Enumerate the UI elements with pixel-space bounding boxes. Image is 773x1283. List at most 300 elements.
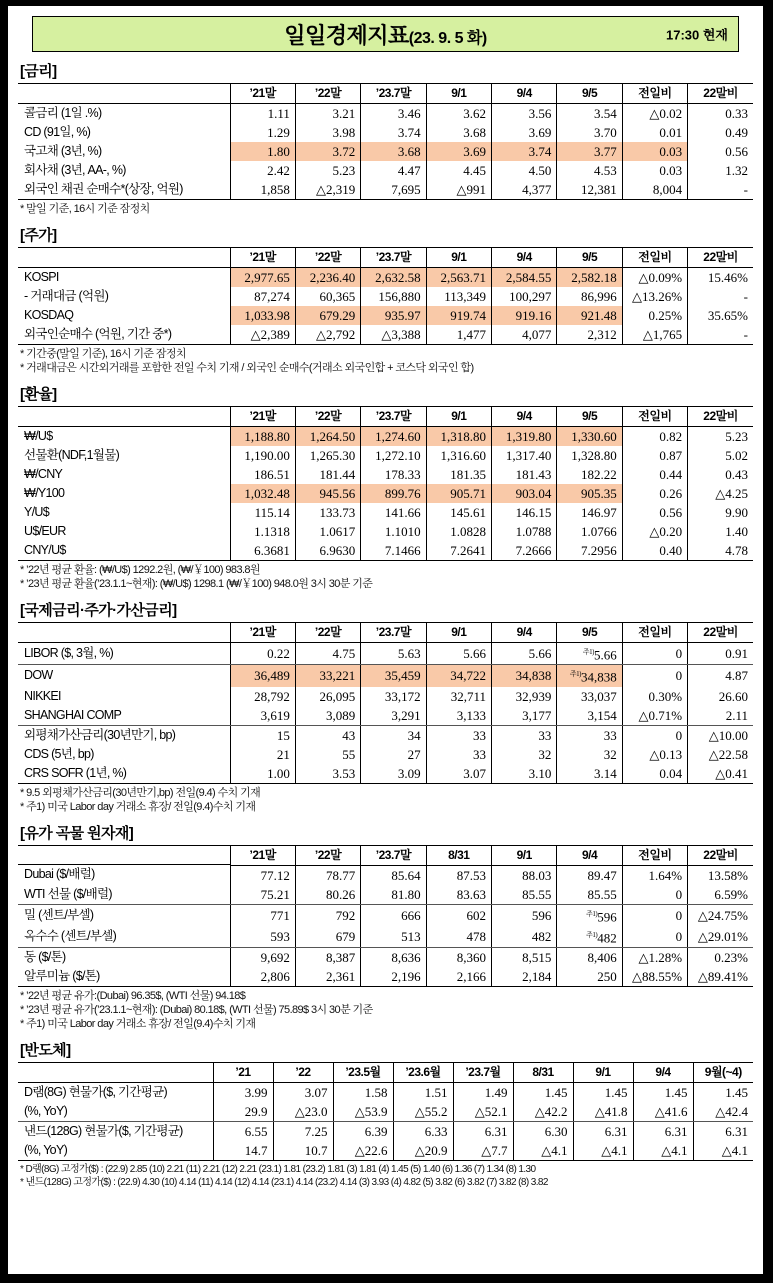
table-cell: 3.21: [295, 104, 360, 124]
table-cell: [557, 665, 622, 687]
column-header: 전일비: [622, 407, 687, 427]
table-row: [18, 643, 753, 665]
row-label: 알루미늄 ($/톤): [18, 967, 230, 987]
table-cell: 666: [361, 904, 426, 926]
table-row: [18, 926, 753, 948]
table-cell: △0.20: [622, 522, 687, 541]
table-cell: △2,319: [295, 180, 360, 200]
row-label: 낸드(128G) 현물가($, 기간평균): [24, 1124, 183, 1139]
table-cell: 7.2666: [492, 541, 557, 561]
column-header: ’21말: [230, 248, 295, 268]
table-row: [18, 287, 753, 306]
column-header-label: [18, 407, 230, 427]
table-cell: 3.68: [361, 142, 426, 161]
table-cell: 4.53: [557, 161, 622, 180]
table-row: [18, 725, 753, 745]
column-header-label: [18, 1063, 213, 1083]
table-cell: 26.60: [688, 687, 753, 706]
table-cell: 80.26: [295, 885, 360, 905]
table-cell: 3,291: [361, 706, 426, 726]
column-header: ’22말: [295, 407, 360, 427]
table-cell: 2,632.58: [361, 268, 426, 288]
table-cell: 8,387: [295, 948, 360, 968]
column-header: ’23.7말: [361, 248, 426, 268]
data-table: [18, 406, 753, 561]
table-cell: 0.87: [622, 446, 687, 465]
table-cell: 3,089: [295, 706, 360, 726]
section: [18, 599, 753, 814]
table-cell: 2,196: [361, 967, 426, 987]
table-cell: 3,154: [557, 706, 622, 726]
table-cell: 181.43: [492, 465, 557, 484]
table-cell: 1,858: [230, 180, 295, 200]
row-label: D램(8G) 현물가($, 기간평균): [24, 1085, 168, 1100]
column-header: 전일비: [622, 845, 687, 865]
table-cell: 679: [295, 926, 360, 948]
section: [18, 822, 753, 1032]
table-cell: △0.41: [688, 764, 753, 784]
table-cell: 34: [361, 725, 426, 745]
table-cell: 5.23: [688, 427, 753, 447]
table-cell: 9.90: [688, 503, 753, 522]
table-header-row: [18, 1063, 753, 1083]
column-header: 8/31: [513, 1063, 573, 1083]
table-cell: △0.71%: [622, 706, 687, 726]
row-label: NIKKEI: [24, 688, 61, 703]
table-cell: △0.02: [622, 104, 687, 124]
column-header: ’21말: [230, 845, 295, 865]
table-cell: 29.9: [213, 1102, 273, 1122]
column-header: 9/1: [426, 623, 491, 643]
row-label: 회사채 (3년, AA-, %): [24, 163, 126, 177]
row-label: Dubai ($/배럴): [24, 867, 95, 882]
column-header: ’23.7말: [361, 623, 426, 643]
table-cell: 0.30%: [622, 687, 687, 706]
table-cell: 3.46: [361, 104, 426, 124]
table-cell: 1,328.80: [557, 446, 622, 465]
section: [18, 60, 753, 216]
table-cell: 935.97: [361, 306, 426, 325]
table-cell: 596: [492, 904, 557, 926]
column-header: 9/1: [573, 1063, 633, 1083]
table-cell: 2,184: [492, 967, 557, 987]
table-cell: 55: [295, 745, 360, 764]
footnote-line: * 낸드(128G) 고정가($) : (22.9) 4.30 (10) 4.14 (11) 4.14 (12) 4.14 (23.1) 4.14 (23.2) 4.14 (3) 3.93 (4) 4.82 (5) 3.82 (6) 3.82 (7) 3.82 (8) 3.82: [20, 1177, 548, 1189]
row-label: ₩/Y100: [24, 486, 65, 500]
table-cell: 0.40: [622, 541, 687, 561]
table-header-row: [18, 248, 753, 268]
table-row: [18, 104, 753, 124]
table-row: [18, 142, 753, 161]
row-label: LIBOR ($, 3월, %): [18, 643, 230, 665]
table-cell: 945.56: [295, 484, 360, 503]
table-cell: 1,265.30: [295, 446, 360, 465]
table-cell: 1,330.60: [557, 427, 622, 447]
row-label: 선물환(NDF,1월물): [24, 448, 120, 462]
table-cell: 0.01: [622, 123, 687, 142]
table-cell: 33: [426, 745, 491, 764]
table-cell: 0.56: [622, 503, 687, 522]
table-cell: 3.56: [492, 104, 557, 124]
title-banner: [32, 16, 739, 52]
table-cell: 1.45: [693, 1083, 753, 1103]
row-label: (%, YoY): [18, 1102, 213, 1122]
row-label: 콜금리 (1일 .%): [24, 105, 102, 120]
table-cell: △4.25: [688, 484, 753, 503]
cell-value: 34,838: [581, 669, 617, 685]
table-cell: 6.33: [393, 1122, 453, 1142]
timestamp-label: 17:30 현재: [666, 27, 728, 43]
data-table: [18, 83, 753, 200]
row-label: CNY/U$: [18, 541, 230, 561]
table-cell: 0.43: [688, 465, 753, 484]
table-row: [18, 687, 753, 706]
table-cell: 0.33: [688, 104, 753, 124]
table-cell: 1.0766: [557, 522, 622, 541]
table-cell: 679.29: [295, 306, 360, 325]
table-cell: 3.07: [426, 764, 491, 784]
table-cell: 3,619: [230, 706, 295, 726]
column-header: ’22말: [295, 84, 360, 104]
table-cell: 4.47: [361, 161, 426, 180]
row-label: ₩/CNY: [24, 467, 63, 481]
page-title-main: 일일경제지표: [284, 22, 409, 48]
table-cell: 0.25%: [622, 306, 687, 325]
table-row: [18, 706, 753, 726]
section-heading: [금리]: [20, 63, 57, 80]
table-cell: [557, 904, 622, 926]
table-cell: 0: [622, 904, 687, 926]
table-cell: 133.73: [295, 503, 360, 522]
table-cell: 33,221: [295, 665, 360, 687]
row-label: - 거래대금 (억원): [24, 289, 109, 303]
table-cell: △4.1: [573, 1141, 633, 1161]
table-cell: 3.62: [426, 104, 491, 124]
table-cell: △991: [426, 180, 491, 200]
table-cell: 4.87: [688, 665, 753, 687]
table-cell: 1.40: [688, 522, 753, 541]
column-header: 9/5: [557, 84, 622, 104]
table-cell: △2,792: [295, 325, 360, 345]
table-cell: 4.75: [295, 643, 360, 665]
footnotes: [20, 989, 753, 1031]
table-row: [18, 446, 753, 465]
column-header: ’23.7말: [361, 845, 426, 865]
footnote-line: * ’23년 평균 환율(’23.1.1~현재): (₩/U$) 1298.1 (₩/￥100) 948.0원 3시 30분 기준: [20, 578, 373, 590]
table-row: [18, 764, 753, 784]
table-cell: 513: [361, 926, 426, 948]
table-cell: 146.97: [557, 503, 622, 522]
table-cell: 86,996: [557, 287, 622, 306]
table-cell: 5.66: [492, 643, 557, 665]
table-cell: 33,172: [361, 687, 426, 706]
table-cell: 0.44: [622, 465, 687, 484]
column-header: 22말비: [688, 84, 753, 104]
table-cell: 1,033.98: [230, 306, 295, 325]
table-cell: 6.59%: [688, 885, 753, 905]
column-header: ’21말: [230, 84, 295, 104]
table-cell: 12,381: [557, 180, 622, 200]
table-cell: 13.58%: [688, 865, 753, 885]
table-cell: 83.63: [426, 885, 491, 905]
table-cell: 182.22: [557, 465, 622, 484]
table-cell: △4.1: [633, 1141, 693, 1161]
column-header: 전일비: [622, 623, 687, 643]
table-cell: 1.80: [230, 142, 295, 161]
table-cell: △23.0: [273, 1102, 333, 1122]
table-cell: 35.65%: [688, 306, 753, 325]
table-cell: 77.12: [230, 865, 295, 885]
table-cell: △4.1: [693, 1141, 753, 1161]
table-cell: 0.49: [688, 123, 753, 142]
table-cell: △24.75%: [688, 904, 753, 926]
table-row: [18, 465, 753, 484]
table-cell: 181.35: [426, 465, 491, 484]
table-cell: 0: [622, 665, 687, 687]
table-cell: 899.76: [361, 484, 426, 503]
table-cell: △20.9: [393, 1141, 453, 1161]
table-cell: 1.0617: [295, 522, 360, 541]
column-header: ’23.6월: [393, 1063, 453, 1083]
table-cell: 1.45: [633, 1083, 693, 1103]
row-label: 밀 (센트/부셀): [24, 907, 94, 922]
table-cell: △2,389: [230, 325, 295, 345]
column-header: ’21: [213, 1063, 273, 1083]
sections-container: [18, 60, 753, 1189]
table-cell: 8,406: [557, 948, 622, 968]
table-cell: 5.66: [426, 643, 491, 665]
table-cell: 8,360: [426, 948, 491, 968]
table-cell: 26,095: [295, 687, 360, 706]
table-cell: 919.16: [492, 306, 557, 325]
table-cell: △55.2: [393, 1102, 453, 1122]
footnote-marker: 주1): [582, 648, 594, 656]
footnote-line: * 말일 기준, 16시 기준 잠정치: [20, 203, 150, 215]
table-cell: 1.32: [688, 161, 753, 180]
column-header: 9/1: [426, 248, 491, 268]
table-row: [18, 541, 753, 561]
row-label: SHANGHAI COMP: [18, 706, 230, 726]
table-cell: 85.64: [361, 865, 426, 885]
table-row: [18, 1141, 753, 1161]
page-title-date: (23. 9. 5 화): [408, 29, 487, 47]
section-heading: [환율]: [20, 386, 57, 403]
column-header: 9/5: [557, 407, 622, 427]
table-cell: 4.45: [426, 161, 491, 180]
footnotes: [20, 202, 753, 216]
column-header-label: [18, 248, 230, 268]
column-header: 9/1: [492, 845, 557, 865]
table-cell: 36,489: [230, 665, 295, 687]
table-cell: 792: [295, 904, 360, 926]
table-cell: 33: [557, 725, 622, 745]
row-label: 외국인 채권 순매수*(상장, 억원): [18, 180, 230, 200]
table-cell: 7.1466: [361, 541, 426, 561]
table-cell: △52.1: [453, 1102, 513, 1122]
table-cell: 3.69: [426, 142, 491, 161]
table-cell: 6.39: [333, 1122, 393, 1142]
table-cell: 78.77: [295, 865, 360, 885]
table-cell: △1.28%: [622, 948, 687, 968]
footnote-marker: 주1): [586, 909, 598, 918]
table-cell: 6.31: [633, 1122, 693, 1142]
column-header: 전일비: [622, 84, 687, 104]
table-cell: 34,838: [492, 665, 557, 687]
table-cell: 8,004: [622, 180, 687, 200]
footnote-line: * 9.5 외평채가산금리(30년만기,bp) 전일(9.4) 수치 기재: [20, 786, 261, 799]
table-cell: 88.03: [492, 865, 557, 885]
table-cell: [557, 926, 622, 948]
column-header: 22말비: [688, 248, 753, 268]
table-cell: 602: [426, 904, 491, 926]
table-cell: 14.7: [213, 1141, 273, 1161]
table-cell: △53.9: [333, 1102, 393, 1122]
table-header-row: [18, 623, 753, 643]
table-cell: 771: [230, 904, 295, 926]
table-cell: 1.11: [230, 104, 295, 124]
column-header: 22말비: [688, 845, 753, 865]
cell-value: 5.66: [594, 647, 617, 663]
table-cell: 0.22: [230, 643, 295, 665]
table-cell: 1.49: [453, 1083, 513, 1103]
table-cell: 9,692: [230, 948, 295, 968]
table-cell: 113,349: [426, 287, 491, 306]
table-cell: 3.54: [557, 104, 622, 124]
table-cell: 0: [622, 885, 687, 905]
column-header: 9/1: [426, 407, 491, 427]
table-row: [18, 306, 753, 325]
table-cell: △41.6: [633, 1102, 693, 1122]
table-cell: 35,459: [361, 665, 426, 687]
table-cell: 1,316.60: [426, 446, 491, 465]
table-cell: 482: [492, 926, 557, 948]
table-cell: △89.41%: [688, 967, 753, 987]
table-cell: 3.77: [557, 142, 622, 161]
table-row: [18, 865, 753, 885]
table-cell: 1,319.80: [492, 427, 557, 447]
table-row: [18, 161, 753, 180]
table-cell: △3,388: [361, 325, 426, 345]
table-cell: 3,133: [426, 706, 491, 726]
column-header-label: [18, 845, 230, 865]
table-cell: 905.71: [426, 484, 491, 503]
table-cell: 1,318.80: [426, 427, 491, 447]
table-cell: △10.00: [688, 725, 753, 745]
table-cell: 186.51: [230, 465, 295, 484]
table-cell: △4.1: [513, 1141, 573, 1161]
table-cell: 33: [492, 725, 557, 745]
column-header: ’21말: [230, 623, 295, 643]
footnotes: [20, 786, 753, 814]
column-header-label: [18, 84, 230, 104]
table-cell: 1.29: [230, 123, 295, 142]
table-row: [18, 268, 753, 288]
row-label: Y/U$: [24, 505, 49, 519]
column-header: 22말비: [688, 407, 753, 427]
table-cell: 75.21: [230, 885, 295, 905]
table-cell: 478: [426, 926, 491, 948]
section: [18, 224, 753, 375]
data-table: [18, 622, 753, 784]
data-table: [18, 1062, 753, 1161]
table-cell: 2,582.18: [557, 268, 622, 288]
table-row: [18, 484, 753, 503]
column-header: 9/4: [633, 1063, 693, 1083]
footnote-line: * 주1) 미국 Labor day 거래소 휴장/ 전일(9.4)수치 기재: [20, 800, 256, 813]
table-cell: 2,584.55: [492, 268, 557, 288]
table-cell: 7.2641: [426, 541, 491, 561]
table-cell: 5.23: [295, 161, 360, 180]
row-label: CRS SOFR (1년, %): [18, 764, 230, 784]
row-label: 옥수수 (센트/부셀): [18, 926, 230, 948]
table-cell: 1.0828: [426, 522, 491, 541]
column-header: 9/5: [557, 248, 622, 268]
footnote-line: * 거래대금은 시간외거래를 포함한 전일 수치 기재 / 외국인 순매수(거래소 외국인합 + 코스닥 외국인 합): [20, 362, 474, 374]
table-cell: 1.45: [573, 1083, 633, 1103]
row-label: 동 ($/톤): [24, 950, 66, 965]
table-cell: 1,032.48: [230, 484, 295, 503]
table-cell: 100,297: [492, 287, 557, 306]
row-label: CDS (5년, bp): [24, 746, 94, 761]
table-cell: 3.99: [213, 1083, 273, 1103]
table-cell: △41.8: [573, 1102, 633, 1122]
table-row: [18, 180, 753, 200]
table-row: [18, 885, 753, 905]
row-label: KOSPI: [24, 269, 59, 284]
table-cell: 0.03: [622, 142, 687, 161]
footnote-line: * 주1) 미국 Labor day 거래소 휴장/ 전일(9.4)수치 기재: [20, 1018, 256, 1031]
table-cell: 921.48: [557, 306, 622, 325]
table-cell: 7.25: [273, 1122, 333, 1142]
section: [18, 383, 753, 591]
table-cell: 1,188.80: [230, 427, 295, 447]
table-cell: 145.61: [426, 503, 491, 522]
table-row: [18, 427, 753, 447]
table-cell: 3.74: [492, 142, 557, 161]
column-header: 9/4: [492, 407, 557, 427]
table-cell: 115.14: [230, 503, 295, 522]
table-cell: 2,806: [230, 967, 295, 987]
column-header-label: [18, 623, 230, 643]
table-cell: 3.69: [492, 123, 557, 142]
footnotes: [20, 563, 753, 591]
table-row: [18, 123, 753, 142]
table-cell: 85.55: [557, 885, 622, 905]
table-cell: 0: [622, 926, 687, 948]
table-cell: 27: [361, 745, 426, 764]
footnote-line: * ’22년 평균 환율: (₩/U$) 1292.2원, (₩/￥100) 983.8원: [20, 564, 260, 576]
column-header: 9/4: [492, 84, 557, 104]
table-cell: 0.91: [688, 643, 753, 665]
table-row: [18, 522, 753, 541]
table-cell: 146.15: [492, 503, 557, 522]
table-row: [18, 1122, 753, 1142]
table-cell: 250: [557, 967, 622, 987]
table-row: [18, 1102, 753, 1122]
column-header: 9/1: [426, 84, 491, 104]
table-cell: 0.04: [622, 764, 687, 784]
section: [18, 1039, 753, 1189]
footnote-marker: 주1): [586, 930, 598, 939]
column-header: 9/5: [557, 623, 622, 643]
table-row: [18, 325, 753, 345]
section-heading: [유가 곡물 원자재]: [20, 824, 134, 842]
table-cell: 5.02: [688, 446, 753, 465]
table-cell: 34,722: [426, 665, 491, 687]
column-header: ’23.7말: [361, 407, 426, 427]
data-table: [18, 247, 753, 345]
table-cell: 6.30: [513, 1122, 573, 1142]
